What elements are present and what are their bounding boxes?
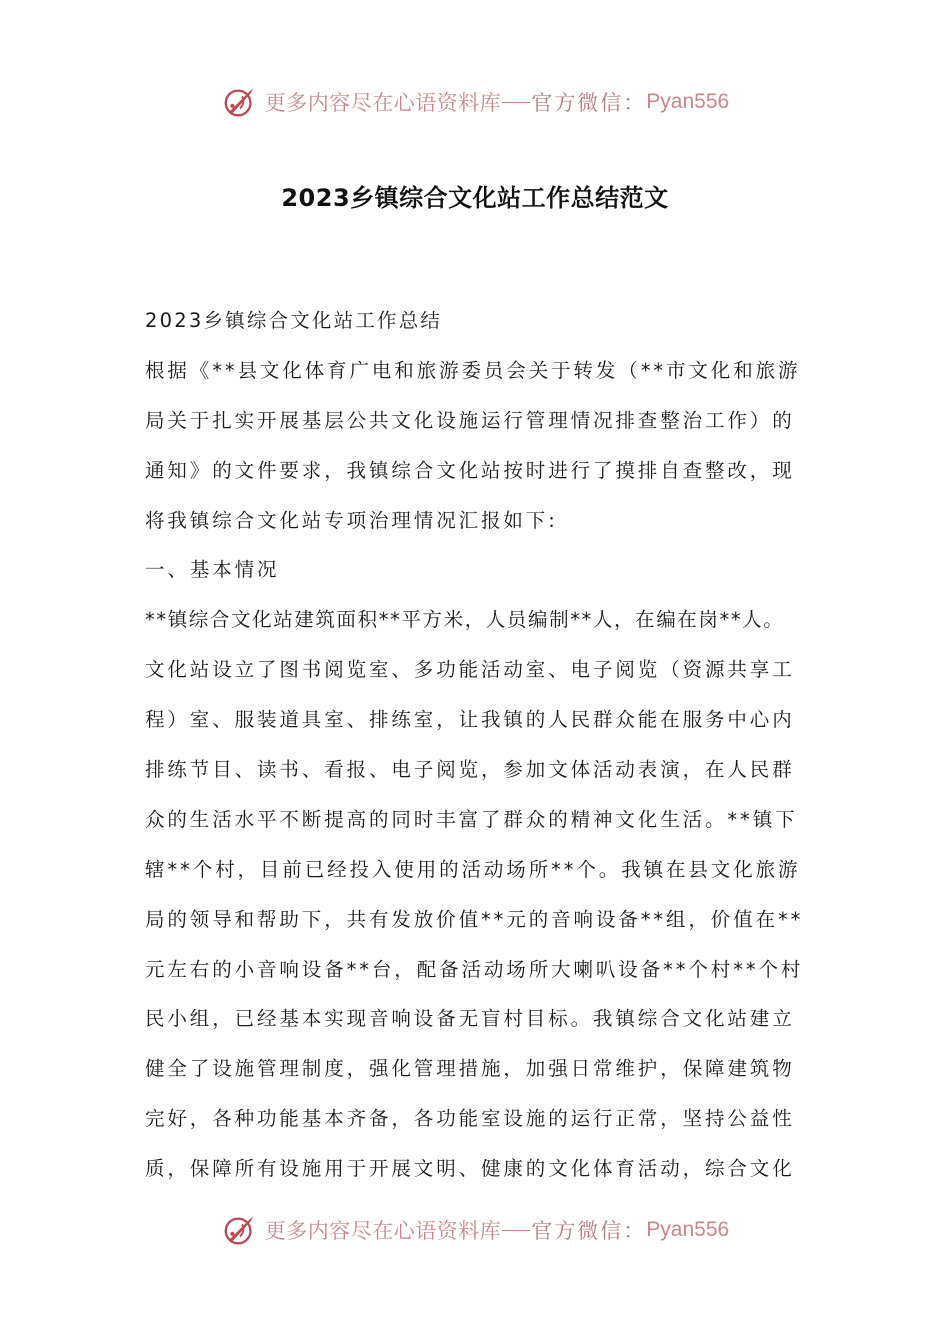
watermark-wechat-id: Pyan556 <box>646 90 730 113</box>
paragraph-line: 众的生活水平不断提高的同时丰富了群众的精神文化生活。**镇下 <box>145 807 798 831</box>
paragraph-line: 元左右的小音响设备**台，配备活动场所大喇叭设备**个村**个村 <box>145 957 804 981</box>
watermark-site-text: 更多内容尽在心语资料库 <box>264 1219 502 1243</box>
watermark-wechat-label: 官方微信： <box>531 91 647 115</box>
paragraph-line: 文化站设立了图书阅览室、多功能活动室、电子阅览（资源共享工 <box>145 658 795 682</box>
pen-circle-icon <box>221 1211 259 1249</box>
section-heading: 一、基本情况 <box>145 558 280 582</box>
document-title: 2023乡镇综合文化站工作总结范文 <box>281 184 669 212</box>
document-body <box>145 296 835 1194</box>
paragraph-line: 排练节目、读书、看报、电子阅览，参加文体活动表演，在人民群 <box>145 758 795 782</box>
pen-circle-icon <box>221 83 259 121</box>
paragraph-line: 将我镇综合文化站专项治理情况汇报如下: <box>145 508 558 532</box>
paragraph-line: 民小组，已经基本实现音响设备无盲村目标。我镇综合文化站建立 <box>145 1007 795 1031</box>
paragraph-line: 局的领导和帮助下，共有发放价值**元的音响设备**组，价值在** <box>145 907 804 931</box>
paragraph-line: 根据《**县文化体育广电和旅游委员会关于转发（**市文化和旅游 <box>145 358 801 382</box>
watermark-wechat-id: Pyan556 <box>646 1218 730 1241</box>
watermark-dash-separator <box>502 1230 530 1231</box>
paragraph-line: 辖**个村，目前已经投入使用的活动场所**个。我镇在县文化旅游 <box>145 857 801 881</box>
watermark-wechat-label: 官方微信： <box>531 1219 647 1243</box>
watermark-banner-bottom <box>0 1210 950 1250</box>
paragraph-line: 健全了设施管理制度，强化管理措施，加强日常维护，保障建筑物 <box>145 1057 795 1081</box>
watermark-banner-top <box>0 82 950 122</box>
paragraph-line: **镇综合文化站建筑面积**平方米，人员编制**人，在编在岗**人。 <box>145 608 785 632</box>
paragraph-line: 质，保障所有设施用于开展文明、健康的文化体育活动，综合文化 <box>145 1157 795 1181</box>
paragraph-line: 程）室、服装道具室、排练室，让我镇的人民群众能在服务中心内 <box>145 708 795 732</box>
paragraph-line: 通知》的文件要求，我镇综合文化站按时进行了摸排自查整改，现 <box>145 458 795 482</box>
paragraph-line: 局关于扎实开展基层公共文化设施运行管理情况排查整治工作）的 <box>145 408 795 432</box>
paragraph-line: 完好，各种功能基本齐备，各功能室设施的运行正常，坚持公益性 <box>145 1107 795 1131</box>
watermark-dash-separator <box>502 102 530 103</box>
section-subtitle: 2023乡镇综合文化站工作总结 <box>145 309 443 332</box>
watermark-site-text: 更多内容尽在心语资料库 <box>264 91 502 115</box>
